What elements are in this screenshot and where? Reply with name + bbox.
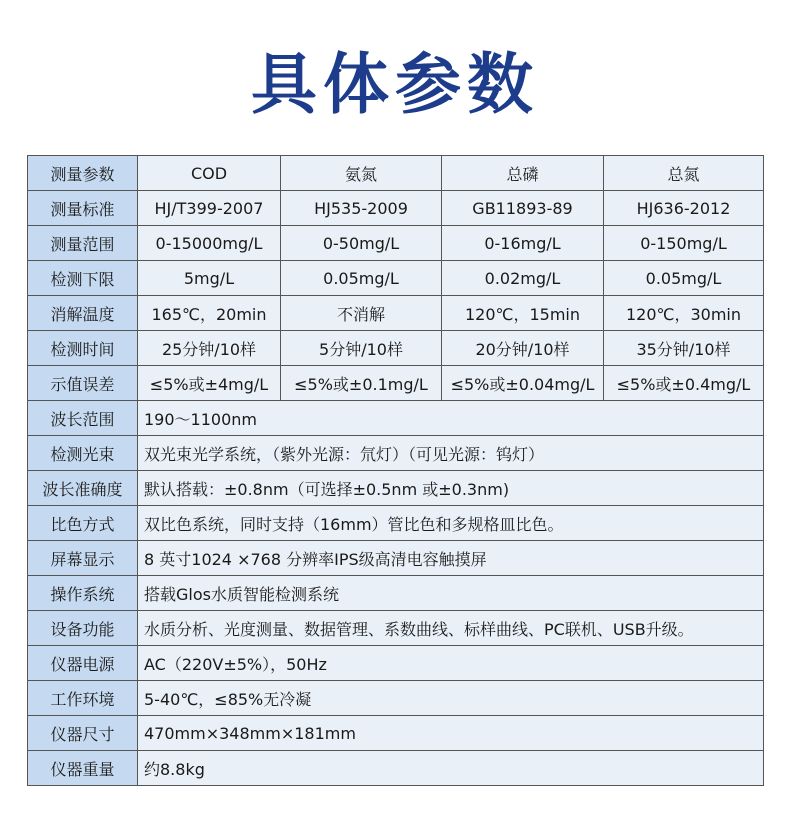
row-label: 操作系统: [28, 576, 138, 611]
page-title: 具体参数: [251, 46, 539, 123]
table-cell: 0.05mg/L: [281, 261, 442, 296]
table-cell: 0-16mg/L: [442, 226, 604, 261]
table-cell: 20分钟/10样: [442, 331, 604, 366]
row-label: 设备功能: [28, 611, 138, 646]
table-header-row: [28, 156, 764, 191]
table-cell: HJ636-2012: [604, 191, 764, 226]
row-label: 波长准确度: [28, 471, 138, 506]
table-row: [28, 506, 764, 541]
table-cell: 190～1100nm: [138, 401, 764, 436]
table-cell: ≤5%或±0.04mg/L: [442, 366, 604, 401]
row-label: 比色方式: [28, 506, 138, 541]
row-label: 示值误差: [28, 366, 138, 401]
table-cell: 0-150mg/L: [604, 226, 764, 261]
table-row: [28, 331, 764, 366]
row-label: 屏幕显示: [28, 541, 138, 576]
table-cell: 双比色系统，同时支持（16mm）管比色和多规格皿比色。: [138, 506, 764, 541]
table-row: [28, 191, 764, 226]
table-cell: ≤5%或±0.4mg/L: [604, 366, 764, 401]
table-row: [28, 751, 764, 786]
table-row: [28, 296, 764, 331]
row-label: 测量参数: [28, 156, 138, 191]
table-cell: 0-50mg/L: [281, 226, 442, 261]
table-row: [28, 716, 764, 751]
table-cell: 8 英寸1024 ×768 分辨率IPS级高清电容触摸屏: [138, 541, 764, 576]
table-cell: 25分钟/10样: [138, 331, 281, 366]
row-label: 波长范围: [28, 401, 138, 436]
table-row: [28, 401, 764, 436]
row-label: 检测时间: [28, 331, 138, 366]
table-row: [28, 366, 764, 401]
table-row: [28, 646, 764, 681]
table-row: [28, 226, 764, 261]
row-label: 消解温度: [28, 296, 138, 331]
table-cell: 0-15000mg/L: [138, 226, 281, 261]
table-cell: 不消解: [281, 296, 442, 331]
table-cell: 0.05mg/L: [604, 261, 764, 296]
table-cell: 35分钟/10样: [604, 331, 764, 366]
table-row: [28, 681, 764, 716]
row-label: 仪器电源: [28, 646, 138, 681]
table-row: [28, 576, 764, 611]
table-cell: 470mm×348mm×181mm: [138, 716, 764, 751]
table-cell: 搭载Glos水质智能检测系统: [138, 576, 764, 611]
row-label: 检测光束: [28, 436, 138, 471]
column-header-ammonia-nitrogen: 氨氮: [281, 156, 442, 191]
row-label: 仪器重量: [28, 751, 138, 786]
table-row: [28, 611, 764, 646]
column-header-total-nitrogen: 总氮: [604, 156, 764, 191]
table-cell: 5分钟/10样: [281, 331, 442, 366]
row-label: 测量范围: [28, 226, 138, 261]
table-cell: 双光束光学系统，（紫外光源：氘灯）（可见光源：钨灯）: [138, 436, 764, 471]
table-cell: 0.02mg/L: [442, 261, 604, 296]
table-cell: 5-40℃，≤85%无冷凝: [138, 681, 764, 716]
table-cell: 水质分析、光度测量、数据管理、系数曲线、标样曲线、PC联机、USB升级。: [138, 611, 764, 646]
row-label: 检测下限: [28, 261, 138, 296]
table-cell: ≤5%或±4mg/L: [138, 366, 281, 401]
table-cell: 165℃，20min: [138, 296, 281, 331]
row-label: 工作环境: [28, 681, 138, 716]
table-cell: 默认搭载：±0.8nm（可选择±0.5nm 或±0.3nm): [138, 471, 764, 506]
table-row: [28, 436, 764, 471]
table-cell: GB11893-89: [442, 191, 604, 226]
table-row: [28, 261, 764, 296]
table-cell: ≤5%或±0.1mg/L: [281, 366, 442, 401]
column-header-cod: COD: [138, 156, 281, 191]
table-cell: 5mg/L: [138, 261, 281, 296]
table-cell: AC（220V±5%），50Hz: [138, 646, 764, 681]
table-cell: 120℃，15min: [442, 296, 604, 331]
table-row: [28, 471, 764, 506]
table-row: [28, 541, 764, 576]
table-cell: 120℃，30min: [604, 296, 764, 331]
row-label: 仪器尺寸: [28, 716, 138, 751]
table-cell: HJ/T399-2007: [138, 191, 281, 226]
table-cell: 约8.8kg: [138, 751, 764, 786]
column-header-total-phosphorus: 总磷: [442, 156, 604, 191]
table-cell: HJ535-2009: [281, 191, 442, 226]
spec-table: [27, 155, 764, 786]
row-label: 测量标准: [28, 191, 138, 226]
